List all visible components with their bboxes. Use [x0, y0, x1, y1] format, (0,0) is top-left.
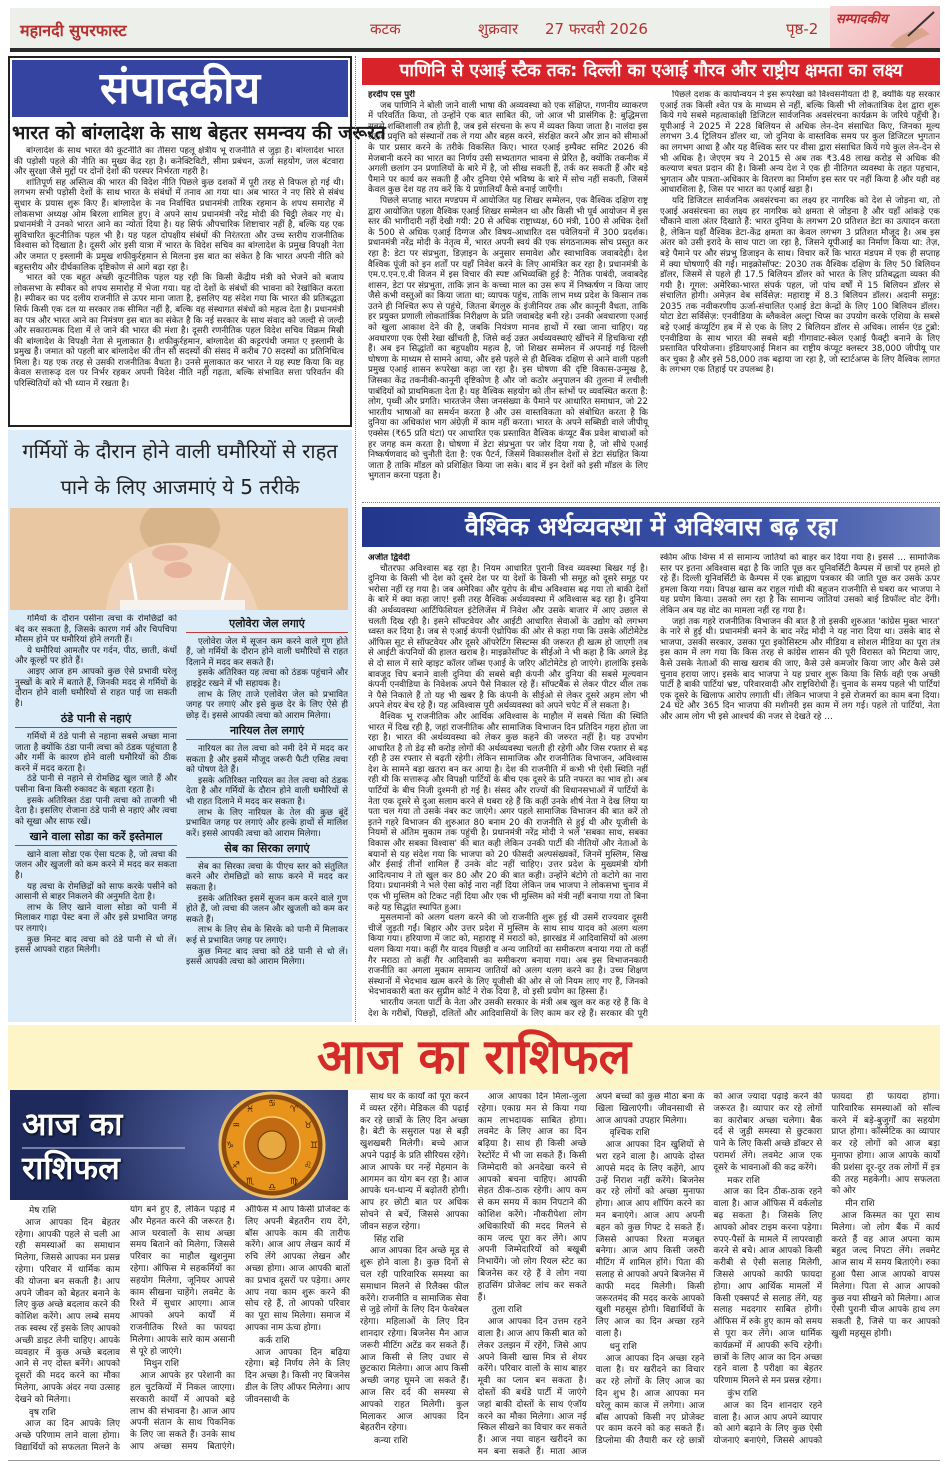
horoscope-graphic-line2: राशिफल [22, 1149, 120, 1187]
zodiac-prediction: आज का दिन आपके लिए अच्छे परिणाम लाने वाला होगा। विद्यार्थियों को सफलता मिलने के योग बने हुए हैं, लेकिन पढ़ाई में और मेहनत करने की जरूरत है। आज घरवालों के साथ अच्छा समय बिताने को मिलेगा, जिससे परिवार का माहौल खुशनुमा रहेगा। ऑफिस मे सहकर्मियों का सहयोग मिलेगा, जूनियर आपसे काम सीखना चाहेंगे। लवमेट के रिश्ते में सुधार आएगा। आज आपको अपने कार्यों में राजनीतिक रिश्ते का फायदा मिलेगा। आपके सारे काम असानी से पूरे हो जाएंगे। [15, 1205, 235, 1453]
health-headline-line2: पाने के लिए आजमाएं ये 5 तरीके [60, 475, 300, 499]
paragraph: मुसलमानों को अलग थलग करने की जो राजनीति शुरू हुई थी उसमें राज्यवार दूसरी चीजें जुड़ती गईं। बिहार और उत्तर प्रदेश में मुस्लिम के साथ साथ यादव को अलग थलग किया गया। हरियाणा में जाट को, महाराष्ट्र में मराठों को, झारखंड में आदिवासियों को अलग थलग किया गया। कहीं गैर यादव पिछड़ी व अन्य जातियों का समीकरण बनाया गया तो कहीं गैर मराठा तो कहीं गैर आदिवासी का समीकरण बनाया गया। अब इस विभाजनकारी राजनीति का अगला मुकाम सामान्य जातियों को अलग थलग करने का है। उच्च शिक्षण संस्थानों में भेदभाव खत्म करने के लिए यूजीसी की ओर से जो नियम लाए गए हैं, जिनको भेदभावकारी बता कर सुप्रीम कोर्ट ने रोक दिया है, वो इसी प्रयोग का हिस्सा हैं। [368, 913, 648, 998]
svg-text:♊: ♊ [309, 1141, 319, 1151]
newspaper-title: महानदी सुपरफास्ट [20, 21, 127, 40]
paragraph: चौतरफा अविश्वास बढ़ रहा है। नियम आधारित पुरानी विश्व व्यवस्था बिखर गई है। दुनिया के किसी भी देश को दूसरे देश पर या देशों के किसी भी समूह को दूसरे समूह पर भरोसा नहीं रह गया है। जब अमेरिका और यूरोप के बीच अविश्वास बढ़ गया तो बाकी देशों के बारे में क्या कहा जाए! इसी तरह वैश्विक अर्थव्यवस्था में अविश्वास बढ़ रहा है। दुनिया की अर्थव्यवस्था आर्टिफिशियल इंटेलिजेंस में निवेश और उसके बाजार में आए उछाल से चलती दिख रही है। इसने सॉफ्टवेयर और आईटी आधारित सेवाओं के उद्योग को लगभग ध्वस्त कर दिया है। जब से एआई कंपनी एंथ्रोपिक की ओर से कहा गया कि उसके ऑटोमेटेड ऑफिस सूट से सॉफ्टवेयर और दूसरे ऑपरेटिंग सिस्टम्स की जरूरत ही खत्म हो जाएगी तब से आईटी कंपनियों की हालत खराब है। माइक्रोसॉफ्ट के सीईओ ने भी कहा है कि अगले डेढ़ से दो साल में सारे व्हाइट कॉलर जॉब्स एआई के जरिए ऑटोमेटेड हो जाएंगे। हालांकि इसके बावजूद चिप बनाने वाली दुनिया की सबसे बड़ी कंपनी और दुनिया की सबसे मूल्यवान कंपनी एनवीडिया के निवेशक अपने पैसे निकाल रहे हैं। सॉफ्टबैंक से लेकर पीटर थील तक ने पैसे निकाले हैं तो यह भी खबर है कि कंपनी के सीईओ से लेकर दूसरे अहम लोग भी अपने शेयर बेच रहे हैं। यह अविश्वास पूरी अर्थव्यवस्था को अपने चपेट में ले सकता है। [368, 563, 648, 712]
subheading: ठंडे पानी से नहाएं [15, 714, 177, 728]
ai-article-headline: पाणिनि से एआई स्टैक तक: दिल्ली का एआई गौरव और राष्ट्रीय क्षमता का लक्ष्य [362, 58, 940, 85]
paragraph: लाभ के लिए खाने वाला सोडा को पानी में मिलाकर गाढ़ा पेस्ट बना लें और इसे प्रभावित जगह पर लगाएं। [15, 902, 177, 935]
page-number: पृष्ठ-2 [786, 20, 819, 38]
economy-article-headline: वैश्विक अर्थव्यवस्था में अविश्वास बढ़ रहा [362, 507, 940, 547]
paragraph: शांतिपूर्ण सह अस्तित्व की भारत की विदेश नीति पिछले कुछ दशकों में पूरी तरह से विफल हो गई थी। लगभग सभी पड़ोसी देशों के साथ भारत के संबंधों में तनाव आ गया था। अब भारत ने नए सिरे से संबंध सुधार के प्रयास शुरू किए हैं। बांग्लादेश के नव निर्वाचित प्रधानमंत्री तारिक रहमान के शपथ समारोह में लोकसभा अध्यक्ष ओम बिरला शामिल हुए। वे अपने साथ प्रधानमंत्री नरेंद्र मोदी की चिट्ठी लेकर गए थे। प्रधानमंत्री ने उनको भारत आने का न्योता दिया है। यह सिर्फ औपचारिक शिष्टाचार नहीं है, बल्कि यह एक सुविचारित कूटनीतिक पहल भी है। यह पहल दोपक्षीय संबंधों की निरंतरता और उच्च स्तरीय राजनीतिक विश्वास को दिखाता है। दूसरी ओर इसी यात्रा में भारत के विदेश सचिव का बांग्लादेश के प्रमुख विपक्षी नेता और जमात ए इस्लामी के प्रमुख शफीकुर्रहमान से मिलना इस बात का संकेत है कि भारत अपनी नीति को बहुस्तरीय और दीर्घकालिक दृष्टिकोण से आगे बढ़ा रहा है। [14, 177, 344, 273]
health-headline [10, 433, 350, 505]
paragraph: ये घमौरियां आमतौर पर गर्दन, पीठ, छाती, कंधों और कूल्हों पर होते हैं। [15, 645, 177, 667]
health-headline-line1: गर्मियों के दौरान होने वाली घमौरियों से राहत [22, 439, 338, 463]
editorial-body [14, 146, 344, 422]
svg-text:♎: ♎ [267, 1183, 277, 1193]
zodiac-prediction: आज आपका दिन बढ़िया रहेगा। बड़े निर्णय लेने के लिए दिन अच्छा है। किसी नए बिजनेस डील के लिए ऑफर मिलेगा। आप जीवनसाथी के [245, 1347, 350, 1405]
health-photo [10, 508, 348, 610]
svg-text:♌: ♌ [303, 1161, 313, 1171]
paragraph: जब पाणिनि ने बोली जाने वाली भाषा की अव्यवस्था को एक संक्षिप्त, गणनीय व्याकरण में परिवर्तित किया, तो उन्होंने एक बात साबित की, जो आज भी प्रासंगिक है: बुद्धिमत्ता सबसे शक्तिशाली तब होती है, जब इसे संरचना के रूप में व्यक्त किया जाता है। नालंदा इस सहज प्रवृत्ति को संस्थानों तक ले गया और बहस करने, संरक्षित करने और ज्ञान को सीमाओं के पार प्रसार करने के तरीके विकसित किए। भारत एआई इम्पैक्ट समिट 2026 की मेजबानी करने का भारत का निर्णय उसी सभ्यतागत भावना से प्रेरित है, क्योंकि तकनीक में अगली छलांग उन प्रणालियों के बारे में है, जो सीख सकती हैं, तर्क कर सकती हैं और बड़े पैमाने पर कार्य कर सकती हैं और दुनिया ऐसे भविष्य के बारे में सोच नहीं सकती, जिसमें केवल कुछ देश यह तय करें कि ये प्रणालियाँ कैसे बनाई जाएँगी। [368, 100, 648, 196]
horoscope-graphic-line1: आज का [22, 1105, 123, 1143]
horoscope-graphic [10, 1090, 348, 1200]
zodiac-prediction: आज आपका दिन मिला-जुला रहेगा। एकाग्र मन से किया गया काम लाभदायक साबित होगा। लवमेट के लिए आज का दिन बढ़िया है। साथ ही किसी अच्छे रेस्टोरेंट में भी जा सकते हैं। किसी जिम्मेदारी को अनदेखा करने से आपको बचना चाहिए। आपकी सेहत ठीक-ठाक रहेगी। आप कम से कम समय में काम निपटाने की कोशिश करेंगे। नौकरीपेशा लोग अधिकारियों की मदद मिलने से काम जल्द पूरा कर लेंगे। आप अपनी जिम्मेदारियों को बखूबी निभायेंगे। जो लोग रियल स्टेट का बिजनेस कर रहे हैं वे लोग नया हाउसिंग प्रोजेक्ट लांच कर सकते हैं। [477, 1092, 587, 1303]
svg-text:♐: ♐ [231, 1161, 241, 1171]
paragraph: ठंडे पानी से नहाने से रोमछिद्र खुल जाते हैं और पसीना बिना किसी रुकावट के बहता रहता है। [15, 774, 177, 795]
article-divider [362, 502, 940, 503]
paragraph: खाने वाला सोडा एक ऐसा घटक है, जो त्वचा की जलन और खुजली को कम करने में मदद कर सकता है। [15, 849, 177, 882]
zodiac-sign-heading: कर्क राशि [259, 1335, 290, 1346]
horoscope-columns-right [360, 1092, 940, 1459]
subheading: खाने वाला सोडा का करें इस्तेमाल [15, 832, 177, 846]
byline: हरदीप एस पुरी [368, 90, 415, 100]
zodiac-sign-heading: धनु राशि [609, 1341, 637, 1352]
svg-text:♋: ♋ [267, 1099, 277, 1109]
zodiac-prediction: आज आपका दिन बेहतर रहेगा। आपकी पहले से चली आ रही समस्याओं का समाधान मिलेगा, जिससे आपका मन प्रसन्न रहेगा। परिवार में धार्मिक काम की योजना बन सकती है। आप अपने जीवन को बेहतर बनाने के लिए कुछ अच्छे बदलाव करने की कोशिश करेंगे। आप लम्बे समय तक स्वस्थ रहें इसके लिए आपको अच्छी डाइट लेनी चाहिए। आपके व्यवहार में कुछ अच्छे बदलाव आने से नए दोस्त बनेंगे। आपको दूसरों की मदद करने का मौका मिलेगा, आपके अंदर नया उत्साह देखने को मिलेगा। [15, 1217, 120, 1405]
zodiac-prediction: आज आपका दिन उत्तम रहने वाला है। आज आप किसी बात को लेकर उलझन में रहेंगे, जिसे आप अपने किसी खास मित्र से शेयर करेंगे। परिवार वालों के साथ बाहर मूवी का प्लान बन सकता है। दोस्तों की बर्थडे पार्टी में जाएंगे जहां बाकी दोस्तों के साथ एंजॉय करने का मौका मिलेगा। आज नई स्किल सीखने का विचार कर सकते हैं। आज नया वाहन खरीदने का मन बना सकते हैं। माता आज अपने बच्चों को कुछ मीठा बना के खिला खिलाएंगी। जीवनसाथी से आज आपको उपहार मिलेगा। [477, 1092, 705, 1457]
subheading: सेब का सिरका लगाएं [186, 844, 348, 858]
paragraph: लाभ के लिए नारियल के तेल की कुछ बूंदें प्रभावित जगह पर लगाएं और हल्के हाथों से मालिश करें। इससे आपकी त्वचा को आराम मिलेगा। [186, 807, 348, 839]
svg-text:♏: ♏ [245, 1177, 255, 1187]
paragraph: वैश्विक भू राजनीतिक और आर्थिक अविश्वास के माहौल में सबसे चिंता की स्थिति भारत में दिख रही है, जहां राजनीतिक और सामाजिक विभाजन दिन प्रतिदिन गहरा होता जा रहा है। भारत की अर्थव्यवस्था को लेकर कुछ कहने की जरुरत नहीं है। यह उपभोग आधारित है तो डेढ़ सौ करोड़ लोगों की अर्थव्यवस्था चलती ही रहेगी और जिस रफ्तार से बढ़ रही है उस रफ्तार से बढ़ती रहेगी। लेकिन सामाजिक और राजनीतिक विभाजन, अविश्वास देश के सामने बड़ा खतरा बन कर आया है। देश की राजनीति में कभी भी ऐसी स्थिति नहीं रही थी कि सत्तारूढ़ और विपक्षी पार्टियों के बीच एक दूसरे के प्रति नफरत का भाव हो। अब पार्टियों के बीच निजी दुश्मनी हो गई है। संसद और राज्यों की विधानसभाओं में पार्टियों के नेता एक दूसरे से दुआ सलाम करने से घबरा रहे हैं कि कहीं उनके शीर्ष नेता ने देख लिया या पता चल गया तो उसके नंबर कट जाएंगे। अगर पहले सामाजिक विभाजन की बात करें तो इतने गहरे विभाजन की शुरुआत 80 बनाम 20 की राजनीति से हुई थी और यूजीसी के नियमों से अंतिम मुकाम तक पहुंची है। प्रधानमंत्री नरेंद्र मोदी ने भले 'सबका साथ, सबका विकास और सबका विश्वास' की बात कही लेकिन उनकी पार्टी की नीतियों और नेताओं के बयानों से यह संदेश गया कि भाजपा को 20 फीसदी अल्पसंख्यकों, जिनमें मुस्लिम, सिख और ईसाई तीनों शामिल हैं उनके वोट नहीं चाहिए। उत्तर प्रदेश के मुख्यमंत्री योगी आदित्यनाथ ने तो खुल कर 80 और 20 की बात कही। उन्होंने बंटोगे तो कटोगे का नारा दिया। प्रधानमंत्री ने भले ऐसा कोई नारा नहीं दिया लेकिन जब भाजपा ने लोकसभा चुनाव में एक भी मुस्लिम को टिकट नहीं दिया और एक भी मुस्लिम को मंत्री नहीं बनाया गया तो बिना कहे यह सिद्धांत स्थापित हुआ। [368, 711, 648, 913]
paragraph: भारत को एक बहुत अच्छी कूटनीतिक पहल यह रही कि किसी केंद्रीय मंत्री को भेजने को बजाय लोकसभा के स्पीकर को शपथ समारोह में भेजा गया। यह दो देशों के संबंधों की भावना को रेखांकित करता है। स्पीकर का पद दलीय राजनीति से ऊपर माना जाता है, इसलिए यह संदेश गया कि भारत की प्रतिबद्धता सिर्फ किसी एक दल या सरकार तक सीमित नहीं है, बल्कि वह संस्थागत संबंधों को महत्व देता है। प्रधानमंत्री का पत्र और भारत आने का निमंत्रण इस बात का संकेत है कि नई सरकार के साथ संवाद को जल्दी से जल्दी और सकारात्मक दिशा में ले जाने की भारत की मंशा है। दूसरी रणनीतिक पहल विदेश सचिव विक्रम मिस्री की बांग्लादेश के विपक्षी नेता से मुलाकात है। शफीकुर्रहमान, बांग्लादेश की कट्टरपंथी जमात ए इस्लामी के प्रमुख हैं। जमात को पहली बार बांग्लादेश की तीन सौ सदस्यों की संसद में करीब 70 सदस्यों का प्रतिनिधित्व मिला है। यह एक तरह से उसकी राजनीतिक वैधता है। उनसे मुलाकात कर भारत ने यह स्पष्ट किया कि वह केवल सत्तारूढ़ दल पर निर्भर रहकर अपनी विदेश नीति नहीं गढ़ता, बल्कि संभावित सत्ता परिवर्तन की परिस्थितियों को भी ध्यान में रखता है। [14, 273, 344, 390]
byline: अजीत द्विवेदी [368, 553, 410, 563]
zodiac-sign-heading: कन्या राशि [374, 1436, 408, 1447]
zodiac-wheel-icon [10, 1090, 348, 1200]
svg-text:♓: ♓ [245, 1105, 255, 1115]
paragraph: कुछ मिनट बाद त्वचा को ठंडे पानी से धो लें। इससे आपको राहत मिलेगी। [15, 934, 177, 956]
zodiac-prediction: आज आपका दिन अच्छा रहने वाला है। घर खरीदने का विचार कर रहे लोगों के लिए आज का दिन शुभ है। आज आपका मन घरेलू काम काज में लगेगा। आज बॉस आपको किसी नए प्रोजेक्ट पर काम करने को कह सकते हैं। डिप्लोमा की तैयारी कर रहे छात्रों को आज ज्यादा पढ़ाई करने की जरूरत है। व्यापार कर रहे लोगों का कारोबार अच्छा चलेगा। बैक दर्द से जुड़ी समस्या से छुटकारा पाने के लिए किसी अच्छे डॉक्टर से परामर्श लेंगे। लवमेट आज एक दूसरे के भावनाओं की कद्र करेंगे। [595, 1092, 823, 1447]
editorial-banner: संपादकीय [12, 60, 348, 117]
zodiac-sign-heading: मिथुन राशि [144, 1359, 179, 1370]
svg-text:♉: ♉ [303, 1121, 313, 1131]
paragraph: सेब का सिरका त्वचा के पीएच स्तर को संतुलित करने और रोमछिद्रों को साफ करने में मदद कर सकता है। [186, 861, 348, 894]
paragraph: पिछले दशक के कार्यान्वयन ने इस रूपरेखा को विश्वसनीयता दी है, क्योंकि यह सरकार एआई तक किसी श्वेत पत्र के माध्यम से नहीं, बल्कि किसी भी लोकतांत्रिक देश द्वारा शुरू किये गये सबसे महत्वाकांक्षी डिजिटल सार्वजनिक अवसंरचना कार्यक्रम के जरिये पहुँची है। यूपीआई ने 2025 में 228 बिलियन से अधिक लेन-देन संसाधित किए, जिनका मूल्य लगभग 3.4 ट्रिलियन डॉलर था, जो दुनिया के वास्तविक समय पर कुल डिजिटल भुगतान का लगभग आधा है और यह वैश्विक स्तर पर वीसा द्वारा संसाधित किये गये कुल लेन-देन से भी अधिक है। जेएएम त्रय ने 2015 से अब तक ₹3.48 लाख करोड़ से अधिक की कल्याण बचत प्रदान की है। किसी अन्य देश ने एक ही नीतिगत व्यवस्था के तहत पहचान, भुगतान और पात्रता-अधिकार के वितरण का निर्माण इस स्तर पर नहीं किया है और यही वह आधारशिला है, जिस पर भारत का एआई खड़ा है। [660, 90, 940, 196]
zodiac-sign-heading: तुला राशि [491, 1305, 522, 1316]
horoscope-title: आज का राशिफल [316, 1029, 632, 1085]
page-bottom-rule [8, 1460, 940, 1461]
paragraph: गर्मियों के दौरान पसीना त्वचा के रोमछिद्रों को बंद कर सकता है, जिसके कारण गर्म और चिपचिपा मौसम होने पर घमौरियां होने लगती हैं। [15, 614, 177, 646]
masthead-bar [10, 8, 830, 48]
zodiac-sign-heading: कुंभ राशि [727, 1388, 758, 1399]
health-right-column [186, 614, 348, 1019]
subheading: एलोवेरा जेल लगाएं [186, 619, 348, 633]
zodiac-sign-heading: मीन राशि [845, 1199, 875, 1210]
zodiac-prediction: आज का दिन शानदार रहने वाला है। आज आप अपने व्यापार को आगे बढ़ाने के लिए कुछ ऐसी योजनाएं बनाएंगे, जिससे आपको फायदा ही फायदा होगा। पारिवारिक समस्याओं को सॉल्व करने में बड़े-बुजुर्गों का सहयोग प्राप्त होगा। कॉस्मेटिक का व्यापार कर रहे लोगों को आज बड़ा मुनाफा होगा। आज आपके कार्यों की प्रशंसा दूर-दूर तक लोगों में इत्र की तरह महकेगी। आप सफलता को ओर [713, 1092, 940, 1447]
zodiac-sign-heading: वृष राशि [29, 1407, 56, 1418]
horoscope-columns-left [15, 1205, 350, 1459]
paragraph: भारतीय जनता पार्टी के नेता और उसकी सरकार के मंत्री अब खुल कर कह रहे हैं कि वे देश के गरीबों, पिछड़ों, दलितों और आदिवासियों के लिए काम कर रहे हैं। सरकार की पूरी स्कीम ऑफ थिंग्स में से सामान्य जातियों को बाहर कर दिया गया है। इससे … सामाजिक स्तर पर इतना अविश्वास बढ़ा है कि जाति पूछ कर यूनिवर्सिटी कैम्पस में छात्रों पर हमले हो रहे हैं। दिल्ली यूनिवर्सिटी के कैम्पस में एक ब्राह्मण पत्रकार की जाति पूछ कर उसके ऊपर हमला किया गया। विपक्ष खास कर राहुल गांधी की बहुजन राजनीति से घबरा कर भाजपा ने यह प्रयोग किया। उसको लग रहा है कि सामान्य जातियां उसको बाई डिफॉल्ट वोट देंगी। लेकिन अब यह वोट का मामला नहीं रह गया है। [368, 553, 940, 1019]
zodiac-prediction: आज का दिन ठीक-ठाक रहने वाला है। आज ऑफिस में वर्कलोड बढ़ सकता है। जिसके लिए आपको ओवर टाइम करना पड़ेगा। रुपए-पैसों के मामले में लापरवाही करने से बचे। आज आपको किसी करीबी से ऐसी सलाह मिलेगी, जिससे आपको काफी फायदा होगा। आप आर्थिक मामलों में किसी एक्सपर्ट से सलाह लेंगे, यह सलाह मददगार साबित होगी। ऑफिस में रुके हुए काम को समय से पूरा कर लेंगे। आज धार्मिक कार्यक्रमों में आपकी रूचि रहेगी। छात्रों के लिए आज का दिन अच्छा रहने वाला है परीक्षा का बेहतर परिणाम मिलने से मन प्रसन्न रहेगा। [713, 1187, 823, 1387]
column-divider [355, 56, 356, 1022]
zodiac-prediction: आज आपका दिन अच्छे मूड से शुरू होने वाला है। कुछ दिनों से चल रही पारिवारिक समस्या का समाधान मिलने से रिलैक्स फील करेंगे। राजनीति व सामाजिक सेवा से जुड़े लोगों के लिए दिन फेवरेबल रहेगा। महिलाओं के लिए दिन शानदार रहेगा। बिजनेस मैन आज जरूरी मीटिंग अटेंड कर सकते हैं। आज किसी से लिए उधार से छुटकारा मिलेगा। आज आप किसी अच्छी जगह घूमने जा सकते हैं। आज सिर दर्द की समस्या से आपको राहत मिलेगी। कुल मिलाकर आज आपका दिन बेहतरीन रहेगा। [360, 1246, 469, 1434]
paragraph: यह त्वचा के रोमछिद्रों को साफ करके पसीने को आसानी से बाहर निकलने की अनुमति देता है। [15, 881, 177, 903]
ai-article-body [368, 90, 940, 498]
pen-hand-icon [830, 6, 940, 50]
zodiac-sign-heading: सिंह राशि [374, 1234, 404, 1245]
paragraph: एलोवेरा जेल में सूजन कम करने वाले गुण होते हैं, जो गर्मियों के दौरान होने वाली घमौरियों से राहत दिलाने में मदद कर सकते हैं। [186, 636, 348, 668]
issue-date: 27 फरवरी 2026 [545, 20, 648, 38]
zodiac-sign-heading: मेष राशि [29, 1206, 57, 1216]
zodiac-prediction: आज किस्मत का पूरा साथ मिलेगा। जो लोग बैंक में कार्य करते हैं वह आज अपना काम बहुत जल्द निपटा लेंगे। लवमेट आज साथ में समय बिताएंगे। रुका हुआ पैसा आज आपको वापस मिलेगा। पिता से आज आपको कुछ नया सीखने को मिलेगा। आज ऐसी पुरानी चीज आपके हाथ लग सकती है, जिसे पा कर आपको खुशी महसूस होगी। [831, 1210, 940, 1339]
masthead-rule [10, 48, 940, 52]
health-left-column [15, 614, 177, 1019]
zodiac-prediction: आज आपका दिन खुशियों से भरा रहने वाला है। आपके दोस्त आपसे मदद के लिए कहेंगे, आप उन्हें निराश नहीं करेंगे। बिजनेस कर रहे लोगों को अच्छा मुनाफा होगा। आज आप शॉपिंग करने का मन बनाएंगे। आज आप अपनी बहन को कुछ गिफ्ट दे सकते हैं। जिससे आपका रिश्ता मजबूत बनेगा। आज आप किसी जरुरी मीटिंग में शामिल होंगे। पिता की सलाह से आपको अपने बिजनेस में काफी मदद मिलेगी। किसी जरूरतमंद की मदद करके आपको खुशी महसूस होगी। विद्यार्थियों के लिए आज का दिन अच्छा रहने वाला है। [595, 1140, 705, 1339]
paragraph: इसके अतिरिक्त ठंडा पानी त्वचा को ताजगी भी देता है। इसलिए रोजाना ठंडे पानी से नहाएं और त्वचा को सूखा और साफ रखें। [15, 795, 177, 827]
paragraph: इसके अतिरिक्त यह त्वचा को ठंडक पहुंचाने और हाइड्रेट रखने में भी सहायक है। [186, 668, 348, 689]
paragraph: जहां तक गहरे राजनीतिक विभाजन की बात है तो इसकी शुरुआत 'कांग्रेस मुक्त भारत' के नारे से हुई थी। प्रधानमंत्री बनने के बाद नरेंद्र मोदी ने यह नारा दिया था। उसके बाद से भाजपा, उसकी सरकार, उसका पूरा इकोसिस्टम और मीडिया व सोशल मीडिया का पूरा तंत्र इस काम में लग गया कि किस तरह से कांग्रेस शासन की पूरी विरासत को मिटाया जाए, कैसे उसके नेताओं की साख खराब की जाए, कैसे उसे कमजोर किया जाए और कैसे उसे चुनाव हराया जाए। इसके बाद भाजपा ने यह प्रचार शुरू किया कि सिर्फ वही एक अच्छी पार्टी है बाकी पार्टियां भ्रष्ट, परिवारवादी और राष्ट्रविरोधी हैं। चुनाव के समय पहले भी पार्टियां एक दूसरे के खिलाफ आरोप लगाती थीं। लेकिन भाजपा ने इसे रोजमर्रा का काम बना दिया। 24 घंटे और 365 दिन भाजपा की मशीनरी इस काम में लग गई। पहले तो पार्टियां, नेता और आम लोग भी इसे आश्चर्य की नजर से देखते रहे … [660, 616, 940, 722]
zodiac-prediction: आज आपके हर परेशानी का हल चुटकियों में निकल जाएगा। सरकारी कार्यों में आपको बड़े लाभ की संभावना है। आज आप अपनी संतान के साथ पिकनिक के लिए जा सकते हैं। उनके साथ आप अच्छा समय बिताएंगे। ऑफिस में आप किसी प्रोजेक्ट के लिए अपनी बेहतरीन राय देंगे, बॉस आपके काम की तारीफ करेंगे। आज आप लेखन कार्य में रुचि लेंगे आपका लेखन और अच्छा होगा। आज आपकी बातों का प्रभाव दूसरों पर पड़ेगा। अगर आप नया काम शुरू करने की सोच रहे हैं, तो आपको परिवार का पूरा साथ मिलेगा। समाज में आपका नाम ऊंचा होगा। [130, 1205, 350, 1452]
zodiac-sign-heading: मकर राशि [727, 1175, 760, 1186]
edition-city: कटक [370, 20, 401, 38]
paragraph: नारियल का तेल त्वचा को नमी देने में मदद कर सकता है और इसमें मौजूद जरूरी फैटी एसिड त्वचा को पोषण देते हैं। [186, 743, 348, 776]
subheading: नारियल तेल लगाएं [186, 726, 348, 740]
paragraph: आइए आज हम आपको कुछ ऐसे प्रभावी घरेलू नुस्खों के बारे में बताते हैं, जिनकी मदद से गर्मियों के दौरान होने वाली घमौरियों से राहत पाई जा सकती है। [15, 666, 177, 709]
section-logo-text: सम्पादकीय [836, 12, 888, 27]
editorial-headline: भारत को बांग्लादेश के साथ बेहतर समन्वय की जरूरत [12, 122, 386, 144]
paragraph: कुछ मिनट बाद त्वचा को ठंडे पानी से धो लें। इससे आपकी त्वचा को आराम मिलेगा। [186, 946, 348, 968]
paragraph: पिछले सप्ताह भारत मण्डपम में आयोजित यह शिखर सम्मेलन, एक वैश्विक दक्षिण राष्ट्र द्वारा आयोजित पहला वैश्विक एआई शिखर सम्मेलन था और किसी भी पूर्व आयोजन में इस स्तर की भागीदारी नहीं देखी गयी: 20 से अधिक राष्ट्राध्यक्ष, 60 मंत्री, 100 से अधिक देशों के 500 से अधिक एआई दिग्गज और विषय-आधारित दस पवेलियनों में 300 प्रदर्शक। प्रधानमंत्री नरेंद्र मोदी के नेतृत्व में, भारत अपनी स्वयं की एक संगठनात्मक सोच प्रस्तुत कर रहा है: डेटा पर संप्रभुता, डिज़ाइन के अनुसार समावेश और स्वाभाविक जवाबदेही। देश वैश्विक पूंजी को इन शर्तों पर यहाँ निवेश करने के लिए आमंत्रित कर रहा है। प्रधानमंत्री के एम.ए.एन.ए.वी विजन में इस विचार की स्पष्ट अभिव्यक्ति हुई है: नैतिक पाबंदी, जवाबदेह शासन, डेटा पर संप्रभुता, ताकि ज्ञान के कच्चा माल का उस रूप में निष्कर्षण न किया जाए जैसे कभी वस्तुओं का किया जाता था; व्यापक पहुंच, ताकि लाभ मध्य प्रदेश के किसान तक उतने ही निश्चित रूप से पहुंचे, जितना बेंगलुरु के इंजीनियर तक और कानूनी वैधता, ताकि हर प्रयुक्त प्रणाली लोकतांत्रिक निरीक्षण के प्रति जवाबदेह बनी रहे। उनकी अवधारणा एआई को खुला आकाश देने की है, जबकि नियंत्रण मानव हाथों में रखा जाना चाहिए। यह अवधारणा एक ऐसी रेखा खींचती है, जिसे कई उन्नत अर्थव्यवस्थाएं खींचने में हिचकिचा रही हैं। अब इन सिद्धांतों का बहुपक्षीय महत्व है, जो शिखर सम्मेलन में अपनाई गई दिल्ली घोषणा के माध्यम से सामने आया, और इसे पहले से ही वैश्विक दक्षिण से आने वाली पहली प्रमुख एआई शासन रूपरेखा कहा जा रहा है। इस घोषणा की दृष्टि विकास-उन्मुख है, जिसका केंद्र तकनीकी-कानूनी दृष्टिकोण है और जो कठोर अनुपालन की तुलना में लचीली पाबंदियों को प्राथमिकता देता है। यह वैश्विक सहयोग को तीन स्तंभों पर व्यवस्थित करता है: लोग, पृथ्वी और प्रगति। भारतजेन जैसा जनसंख्या के पैमाने पर आधारित समाधान, जो 22 भारतीय भाषाओं का समर्थन करता है और उस वास्तविकता को संबोधित करता है कि दुनिया का अधिकांश भाग अंग्रेज़ी में काम नहीं करता। भारत के अपने सब्सिडी वाले जीपीयू एक्सेस (₹65 प्रति घंटा) पर आधारित एक प्रस्तावित वैश्विक कंप्यूट बैंक प्रवेश बाधाओं को हर जगह कम करता है। घोषणा में डेटा संप्रभुता पर जोर दिया गया है, जो सीधे एआई निष्कर्षणवाद को चुनौती देता है: एक पैटर्न, जिसमें विकासशील देशों से डेटा संग्रहित किया जाता है ताकि मॉडल को प्रशिक्षित किया जा सके। बाद में इन देशों को इसी मॉडल के लिए भुगतान करना पड़ता है। [368, 195, 648, 482]
economy-article-body [368, 553, 940, 1021]
paragraph: लाभ के लिए सेब के सिरके को पानी में मिलाकर रूई से प्रभावित जगह पर लगाएं। [186, 925, 348, 947]
svg-text:♍: ♍ [289, 1177, 299, 1187]
woman-scratching-back-illustration [10, 508, 348, 610]
paragraph: इसके अतिरिक्त नारियल का तेल त्वचा को ठंडक देता है और गर्मियों के दौरान होने वाली घमौरियों से भी राहत दिलाने में मदद कर सकता है। [186, 775, 348, 807]
zodiac-prediction: साथ घर के कार्यों को पूरा करने में व्यस्त रहेंगे। मेडिकल की पढ़ाई कर रहे छात्रों के लिए दिन अच्छा है। बेटी के ससुराल पक्ष से बड़ी खुशखबरी मिलेगी। बच्चे आज अपने पढ़ाई के प्रति सीरियस रहेंगे। आज आपके घर नन्हें मेहमान के आगमन का योग बन रहा है। आज आपके धन-धान्य में बढ़ोतरी होगी। आप हर छोटी बात पर अधिक सोचने से बचें, जिससे आपका जीवन सहज रहेगा। [360, 1092, 469, 1232]
zodiac-sign-heading: वृश्चिक राशि [609, 1128, 650, 1139]
paragraph: लाभ के लिए ताजे एलोवेरा जेल को प्रभावित जगह पर लगाएं और इसे कुछ देर के लिए ऐसे ही छोड़ दें। इससे आपकी त्वचा को आराम मिलेगा। [186, 689, 348, 721]
paragraph: बांग्लादेश के साथ भारत की कूटनीति का तीसरा पहलू क्षेत्रीय भू राजनीति से जुड़ा है। बांग्लादेश भारत की पड़ोसी पहले की नीति का मुख्य केंद्र रहा है। कनेक्टिविटी, सीमा प्रबंधन, ऊर्जा सहयोग, जल बंटवारा और सुरक्षा जैसे मुद्दों पर दोनों देशों की परस्पर निर्भरता गहरी है। [14, 146, 344, 178]
svg-text:♒: ♒ [231, 1121, 241, 1131]
svg-text:♈: ♈ [289, 1105, 299, 1115]
paragraph: यदि डिजिटल सार्वजनिक अवसंरचना का लक्ष्य हर नागरिक को देश से जोड़ना था, तो एआई अवसंरचना का लक्ष्य हर नागरिक को क्षमता से जोड़ना है और यहाँ आंकड़े एक चौंकाने वाला अंतर दिखाते हैं: भारत दुनिया के लगभग 20 प्रतिशत डेटा का उत्पादन करता है, लेकिन यहाँ वैश्विक डेटा-केंद्र क्षमता का केवल लगभग 3 प्रतिशत मौजूद है। अब इस अंतर को उसी इरादे के साथ पाटा जा रहा है, जिसने यूपीआई का निर्माण किया था: तेज़, बड़े पैमाने पर और संप्रभु डिजाइन के साथ। विचार करें कि भारत मंडपम में एक ही सप्ताह में क्या घोषणाएँ की गईं। माइक्रोसॉफ्ट: 2030 तक वैश्विक दक्षिण के लिए 50 बिलियन डॉलर, जिसमें से पहले ही 17.5 बिलियन डॉलर को भारत के लिए प्रतिबद्धता व्यक्त की गयी है। गूगल: अमेरिका-भारत संपर्क पहल, जो पांच वर्षों में 15 बिलियन डॉलर से संचालित होगी। अमेज़न वेब सर्विसेज़: महाराष्ट्र में 8.3 बिलियन डॉलर। अदानी समूह: 2035 तक नवीकरणीय ऊर्जा-संचालित एआई डेटा केन्द्रों के लिए 100 बिलियन डॉलर। योटा डेटा सर्विसेज़: एनवीडिया के ब्लैकवेल अल्ट्रा चिप्स का उपयोग करके एशिया के सबसे बड़े एआई कंप्यूटिंग हब में से एक के लिए 2 बिलियन डॉलर से अधिक। लार्सन एंड टुब्रो: एनवीडिया के साथ भारत की सबसे बड़ी गीगावाट-स्केल एआई फैक्ट्री बनाने के लिए प्रस्तावित परियोजना। इंडियाएआई मिशन का राष्ट्रीय कंप्यूट क्लस्टर 38,000 जीपीयू पार कर चुका है और इसे 58,000 तक बढ़ाया जा रहा है, जो स्टार्टअप्स के लिए वैश्विक लागत के लगभग एक तिहाई पर उपलब्ध है। [660, 195, 940, 376]
paragraph: इसके अतिरिक्त इसमें सूजन कम करने वाले गुण होते हैं, जो त्वचा की जलन और खुजली को कम कर सकते हैं। [186, 893, 348, 925]
issue-day: शुक्रवार [478, 20, 519, 38]
paragraph: गर्मियों में ठंडे पानी से नहाना सबसे अच्छा माना जाता है क्योंकि ठंडा पानी त्वचा को ठंडक पहुंचाता है और गर्मी के कारण होने वाली घमौरियों को ठीक करने में मदद करता है। [15, 731, 177, 774]
svg-text:♑: ♑ [225, 1141, 235, 1151]
section-logo [830, 6, 940, 50]
